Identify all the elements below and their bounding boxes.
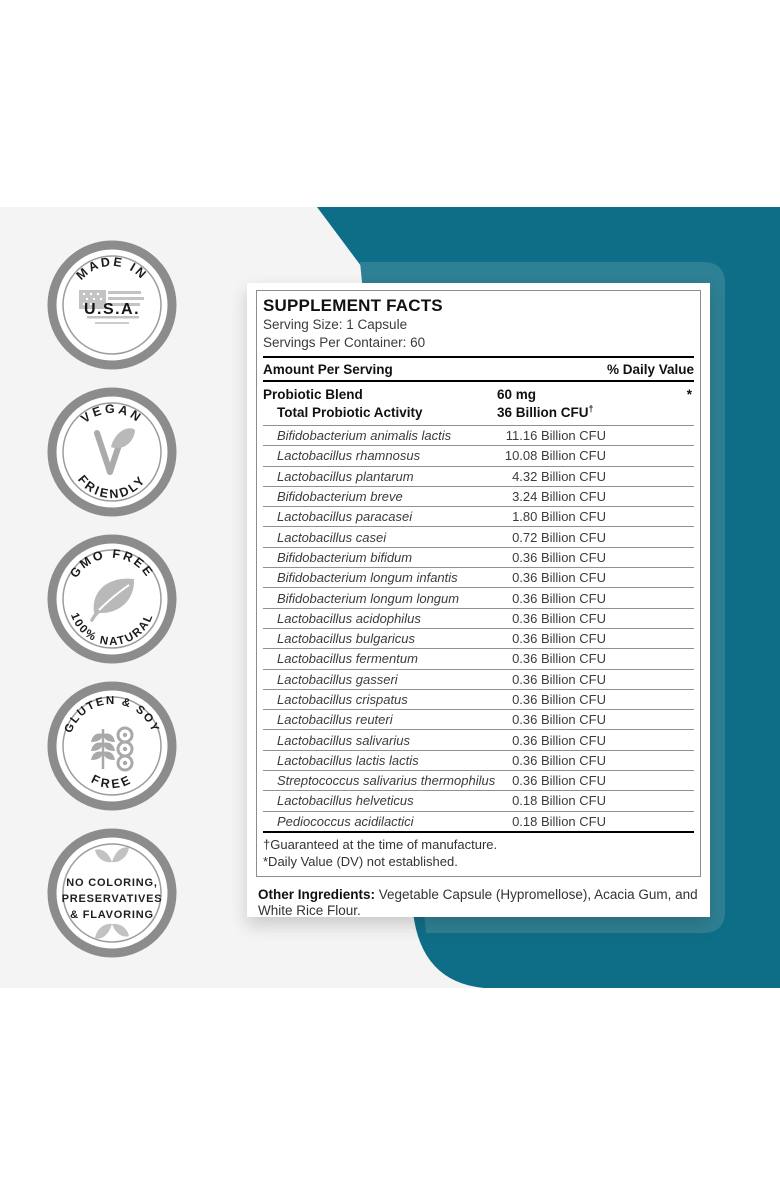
badge-vegan-friendly (47, 387, 177, 517)
table-row (263, 486, 694, 506)
table-row (263, 445, 694, 465)
blend-daily-value: * (686, 387, 692, 402)
table-row (263, 628, 694, 648)
strain-name: Bifidobacterium breve (277, 489, 403, 505)
strain-cfu-value: 10.08 Billion CFU (504, 448, 606, 464)
badge-gmo-free (47, 534, 177, 664)
table-row (263, 709, 694, 729)
strain-name: Bifidobacterium bifidum (277, 549, 413, 565)
badge-arc-text: FRIENDLY (75, 472, 149, 502)
blend-amount: 60 mg (497, 387, 537, 402)
badge-arc-text: GMO FREE (67, 546, 157, 581)
other-ingredients (258, 887, 699, 920)
table-row (263, 587, 694, 607)
table-row (263, 608, 694, 628)
badge-text-line: PRESERVATIVES (61, 893, 163, 905)
strain-cfu-value: 1.80 Billion CFU (512, 509, 606, 525)
daily-value-label: % Daily Value (606, 361, 694, 377)
supplement-facts-title: SUPPLEMENT FACTS (263, 296, 443, 315)
badge-arc-text: GLUTEN & SOY (62, 694, 162, 735)
table-row (263, 811, 694, 831)
strain-cfu-value: 0.36 Billion CFU (512, 590, 606, 606)
badge-arc-text: MADE IN (73, 254, 151, 283)
table-row (263, 466, 694, 486)
label-border (256, 290, 701, 877)
strain-cfu-value: 0.36 Billion CFU (512, 712, 606, 728)
strain-cfu-value: 0.36 Billion CFU (512, 692, 606, 707)
strain-name: Bifidobacterium longum longum (277, 590, 460, 606)
amount-per-serving-label: Amount Per Serving (263, 361, 393, 377)
table-row (263, 770, 694, 790)
strain-name: Lactobacillus bulgaricus (277, 631, 416, 647)
strain-cfu-value: 3.24 Billion CFU (512, 489, 606, 505)
table-row (263, 750, 694, 770)
servings-per-container: Servings Per Container: 60 (263, 335, 426, 350)
badge-made-in-usa (47, 240, 177, 370)
table-row (263, 506, 694, 526)
strain-name: Lactobacillus helveticus (277, 793, 414, 809)
footnote-guaranteed: †Guaranteed at the time of manufacture. (263, 836, 498, 852)
strain-cfu-value: 0.18 Billion CFU (512, 793, 606, 809)
strain-cfu-value: 0.36 Billion CFU (512, 651, 606, 667)
strain-table (263, 425, 694, 831)
badge-center-text: U.S.A. (83, 301, 141, 318)
strain-cfu-value: 0.36 Billion CFU (512, 549, 606, 565)
badge-text-line: & FLAVORING (70, 909, 154, 921)
strain-name: Lactobacillus rhamnosus (277, 448, 421, 464)
probiotic-blend-header (263, 382, 694, 425)
strain-cfu-value: 0.36 Billion CFU (512, 752, 606, 768)
strain-cfu-value: 0.36 Billion CFU (512, 610, 606, 626)
serving-size: Serving Size: 1 Capsule (263, 317, 408, 332)
footnote-daily-value: *Daily Value (DV) not established. (263, 853, 458, 869)
strain-cfu-value: 0.36 Billion CFU (512, 671, 606, 687)
strain-name: Lactobacillus plantarum (277, 468, 414, 484)
table-row (263, 567, 694, 587)
strain-cfu-value: 4.32 Billion CFU (512, 468, 606, 484)
footnotes (263, 831, 694, 872)
strain-cfu-value: 0.72 Billion CFU (512, 529, 606, 545)
strain-name: Lactobacillus casei (277, 529, 387, 545)
strain-name: Lactobacillus lactis lactis (277, 752, 419, 768)
strain-cfu-value: 0.36 Billion CFU (512, 732, 606, 748)
table-row (263, 689, 694, 709)
strain-name: Lactobacillus gasseri (277, 671, 398, 687)
strain-cfu-value: 11.16 Billion CFU (505, 428, 606, 444)
other-ingredients-text: Vegetable Capsule (Hypromellose), Acacia Gum, and White Rice Flour. (258, 886, 698, 919)
strain-name: Bifidobacterium animalis lactis (277, 428, 452, 444)
badge-no-additives (47, 828, 177, 958)
strain-name: Streptococcus salivarius thermophilus (277, 773, 496, 789)
blend-name: Probiotic Blend (263, 387, 363, 402)
amount-header-row (263, 356, 694, 382)
strain-name: Lactobacillus crispatus (277, 692, 408, 707)
strain-name: Lactobacillus reuteri (277, 712, 393, 728)
blend-activity-value: 36 Billion CFU† (497, 403, 594, 420)
badge-column (47, 240, 177, 975)
strain-name: Pediococcus acidilactici (277, 813, 414, 829)
dagger-superscript: † (588, 403, 594, 413)
blend-activity-label: Total Probiotic Activity (277, 404, 423, 420)
strain-name: Lactobacillus salivarius (277, 732, 410, 748)
table-row (263, 729, 694, 749)
strain-name: Bifidobacterium longum infantis (277, 570, 458, 586)
badge-arc-text: VEGAN (78, 401, 146, 426)
strain-cfu-value: 0.18 Billion CFU (512, 813, 606, 829)
badge-text-line: NO COLORING, (66, 877, 158, 889)
table-row (263, 648, 694, 668)
badge-gluten-soy-free (47, 681, 177, 811)
strain-cfu-value: 0.36 Billion CFU (512, 570, 606, 586)
table-row (263, 547, 694, 567)
strain-cfu-value: 0.36 Billion CFU (512, 631, 606, 647)
strain-name: Lactobacillus acidophilus (277, 610, 421, 626)
strain-name: Lactobacillus paracasei (277, 509, 413, 525)
supplement-facts-card (247, 283, 710, 917)
table-row (263, 526, 694, 546)
other-ingredients-label: Other Ingredients: (258, 886, 376, 902)
strain-cfu-value: 0.36 Billion CFU (512, 773, 606, 789)
table-row (263, 790, 694, 810)
badge-arc-text: 100% NATURAL (67, 611, 157, 649)
strain-name: Lactobacillus fermentum (277, 651, 418, 667)
table-row (263, 425, 694, 445)
badge-arc-text: FREE (89, 771, 135, 792)
table-row (263, 669, 694, 689)
